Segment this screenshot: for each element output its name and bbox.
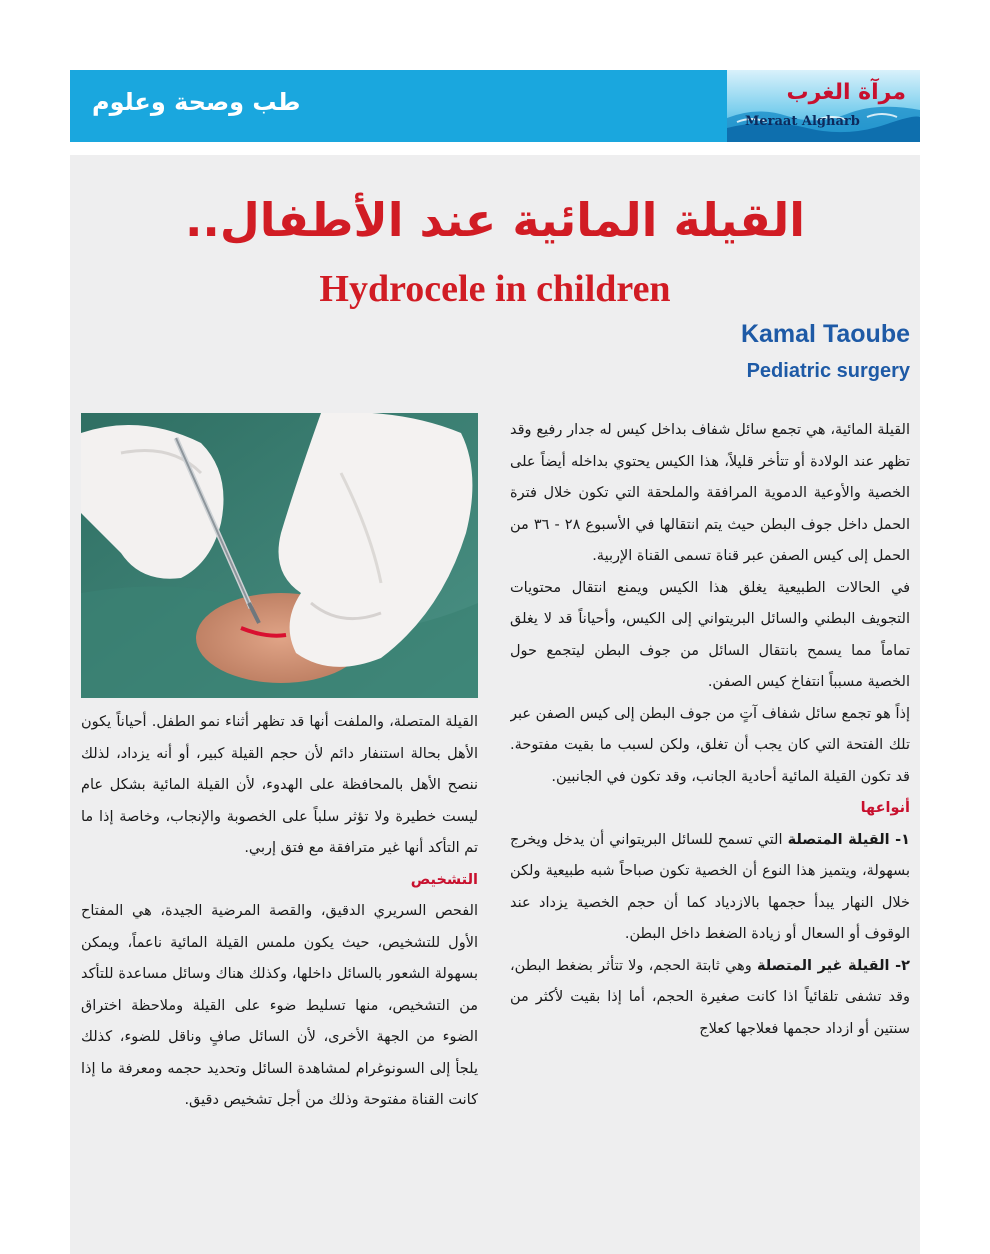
paragraph-type-1	[510, 825, 910, 951]
publication-logo	[727, 70, 920, 142]
logo-arabic-name: مرآة الغرب	[786, 80, 906, 105]
text-column-left	[81, 707, 478, 1247]
paragraph-normal-case: في الحالات الطبيعية يغلق هذا الكيس ويمنع انتقال محتويات التجويف البطني والسائل البريتواني إلى الكيس، وأحياناً قد لا يغلق تماماً مما يسمح بانتقال السائل من جوف البطن ليتجمع حول الخصية مسبباً انتفاخ كيس الصفن.	[510, 579, 910, 690]
paragraph-diagnosis: الفحص السريري الدقيق، والقصة المرضية الجيدة، هي المفتاح الأول للتشخيص، حيث يكون ملمس القيلة المائية ناعماً، ويمكن بسهولة الشعور بالسائل داخلها، وكذلك هناك وسائل مساعدة للتأكد من التشخيص، منها تسليط ضوء على القيلة وملاحظة اختراق الضوء من الجهة الأخرى، لأن السائل صافٍ وناقل للضوء، كذلك يلجأ إلى السونوغرام لمشاهدة السائل وتحديد حجمه ومعرفة ما إذا كانت القناة مفتوحة وذلك من أجل تشخيص دقيق.	[81, 903, 478, 1108]
surgery-photo	[81, 413, 478, 698]
diagnosis-heading: التشخيص	[410, 871, 478, 888]
paragraph-summary: إذاً هو تجمع سائل شفاف آتٍ من جوف البطن إلى كيس الصفن عبر تلك الفتحة التي كان يجب أن تغلق، ولكن لسبب ما بقيت مفتوحة. قد تكون القيلة المائية أحادية الجانب، وقد تكون في الجانبين.	[510, 705, 910, 785]
type-1-text: التي تسمح للسائل البريتواني أن يدخل ويخرج بسهولة، ويتميز هذا النوع أن الخصية تكون صباحاً شبه طبيعية ولكن خلال النهار يبدأ حجمها بالازدياد كما أن حجم الخصية يزداد عند الوقوف أو السعال أو زيادة الضغط داخل البطن.	[510, 831, 910, 942]
type-1-label: ١- القيلة المتصلة	[787, 831, 910, 848]
article-title-english: Hydrocele in children	[319, 268, 671, 310]
types-heading: أنواعها	[860, 800, 910, 816]
type-2-label: ٢- القيلة غير المتصلة	[756, 957, 910, 974]
header-bar	[70, 70, 920, 142]
author-specialty: Pediatric surgery	[746, 360, 910, 382]
author-name: Kamal Taoube	[740, 320, 910, 348]
section-title: طب وصحة وعلوم	[92, 88, 301, 116]
article-panel	[70, 155, 920, 1254]
paragraph-continuation: القيلة المتصلة، والملفت أنها قد تظهر أثناء نمو الطفل. أحياناً يكون الأهل بحالة استنفار دائم لأن حجم القيلة كبير، أو أنه يزداد، لذلك ننصح الأهل بالمحافظة على الهدوء، لأن القيلة المائية بشكل عام ليست خطيرة ولا تؤثر سلباً على الخصوبة والإنجاب، وخاصة إذا ما تم التأكد أنها غير مترافقة مع فتق إربي.	[81, 714, 478, 856]
text-column-right	[510, 415, 910, 1250]
paragraph-definition: القيلة المائية، هي تجمع سائل شفاف بداخل كيس له جدار رفيع وقد تظهر عند الولادة أو تتأخر قليلاً، هذا الكيس يحتوي بداخله أيضاً على الخصية والأوعية الدموية المرافقة والملحقة التي تكون خلال فترة الحمل داخل جوف البطن حيث يتم انتقالها في الأسبوع ٢٨ - ٣٦ من الحمل إلى كيس الصفن عبر قناة تسمى القناة الإربية.	[510, 422, 910, 564]
logo-english-name: Meraat Algharb	[745, 114, 860, 129]
paragraph-type-2	[510, 951, 910, 1046]
article-title-arabic: القيلة المائية عند الأطفال..	[184, 193, 806, 247]
type-2-text: وهي ثابتة الحجم، ولا تتأثر بضغط البطن، وقد تشفى تلقائياً اذا كانت صغيرة الحجم، أما إذا بقيت لأكثر من سنتين أو ازداد حجمها فعلاجها كعلاج	[510, 957, 910, 1037]
